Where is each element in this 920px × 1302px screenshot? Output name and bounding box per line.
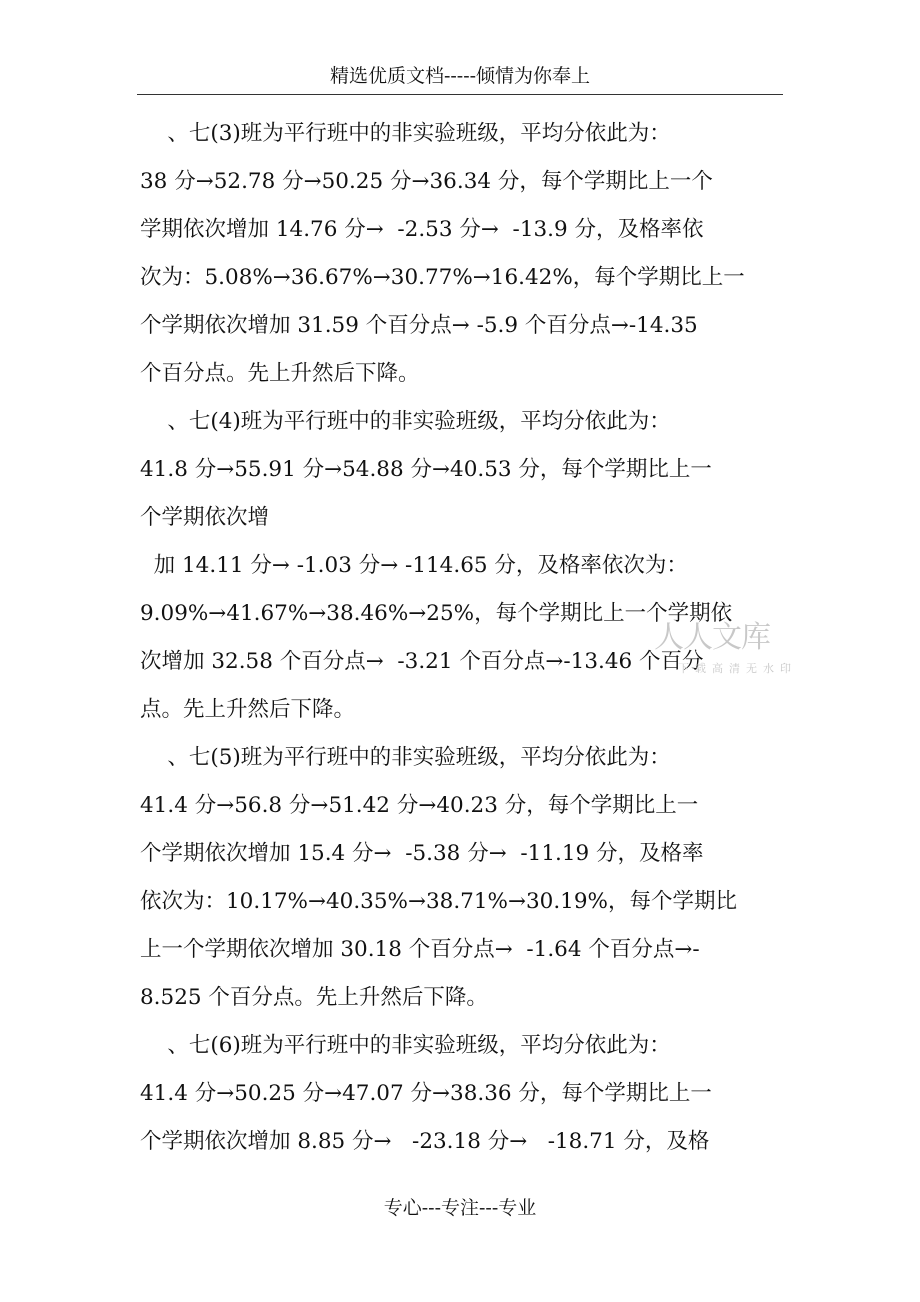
text-line-12: 次增加 32.58 个百分点→ -3.21 个百分点→-13.46 个百分 xyxy=(140,649,704,674)
text-line-4: 次为：5.08%→36.67%→30.77%→16.42%，每个学期比上一 xyxy=(140,265,745,290)
text-line-10: 加 14.11 分→ -1.03 分→ -114.65 分，及格率依次为： xyxy=(140,553,688,578)
text-line-1: 、七(3)班为平行班中的非实验班级，平均分依此为： xyxy=(140,121,671,146)
text-line-17: 依次为：10.17%→40.35%→38.71%→30.19%，每个学期比 xyxy=(140,889,737,914)
text-line-13: 点。先上升然后下降。 xyxy=(140,697,356,722)
page-footer: 专心---专注---专业 xyxy=(383,1197,537,1219)
text-line-20: 、七(6)班为平行班中的非实验班级，平均分依此为： xyxy=(140,1033,671,1058)
text-line-16: 个学期依次增加 15.4 分→ -5.38 分→ -11.19 分，及格率 xyxy=(140,841,704,866)
header-divider xyxy=(137,94,783,95)
text-line-11: 9.09%→41.67%→38.46%→25%，每个学期比上一个学期依 xyxy=(140,601,733,626)
text-line-7: 、七(4)班为平行班中的非实验班级，平均分依此为： xyxy=(140,409,671,434)
text-line-6: 个百分点。先上升然后下降。 xyxy=(140,361,420,386)
page-header: 精选优质文档-----倾情为你奉上 xyxy=(329,65,591,87)
text-line-5: 个学期依次增加 31.59 个百分点→ -5.9 个百分点→-14.35 xyxy=(140,313,698,338)
watermark-logo xyxy=(648,616,797,686)
text-line-9: 个学期依次增 xyxy=(140,505,270,530)
text-line-8: 41.8 分→55.91 分→54.88 分→40.53 分，每个学期比上一 xyxy=(140,457,712,482)
text-line-21: 41.4 分→50.25 分→47.07 分→38.36 分，每个学期比上一 xyxy=(140,1081,712,1106)
text-line-3: 学期依次增加 14.76 分→ -2.53 分→ -13.9 分，及格率依 xyxy=(140,217,704,242)
text-line-14: 、七(5)班为平行班中的非实验班级，平均分依此为： xyxy=(140,745,671,770)
text-line-2: 38 分→52.78 分→50.25 分→36.34 分，每个学期比上一个 xyxy=(140,169,713,194)
text-line-22: 个学期依次增加 8.85 分→ -23.18 分→ -18.71 分，及格 xyxy=(140,1129,710,1154)
watermark-logo-text: 人人文库 xyxy=(654,620,770,655)
text-line-19: 8.525 个百分点。先上升然后下降。 xyxy=(140,985,488,1010)
text-line-15: 41.4 分→56.8 分→51.42 分→40.23 分，每个学期比上一 xyxy=(140,793,699,818)
watermark-sub-text: 下载高清无水印 xyxy=(678,662,797,675)
text-line-18: 上一个学期依次增加 30.18 个百分点→ -1.64 个百分点→- xyxy=(140,937,700,962)
